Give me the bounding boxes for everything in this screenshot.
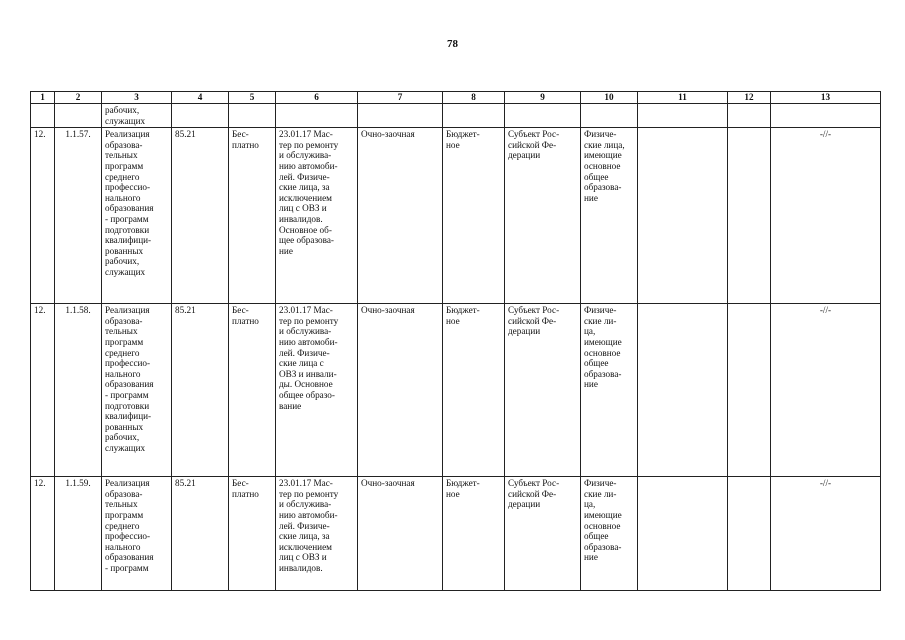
header-cell-3: 3 [102,92,172,104]
header-cell-13: 13 [771,92,881,104]
founder: Субъект Рос- сийской Фе- дерации [505,477,581,591]
service-code: 1.1.59. [55,477,102,591]
service-name: Реализация образова- тельных программ среднего профессио- нального образования - программ подготовки квалифици- рованных рабочих, служащих [102,128,172,304]
table-row [31,477,881,591]
service-code: 1.1.57. [55,128,102,304]
education-form: Очно-заочная [358,477,443,591]
header-cell-1: 1 [31,92,55,104]
col-11-cell [638,477,728,591]
header-cell-8: 8 [443,92,505,104]
okved-code: 85.21 [172,477,229,591]
service-name: Реализация образова- тельных программ среднего профессио- нального образования - программ [102,477,172,591]
service-content: 23.01.17 Мас- тер по ремонту и обслужива- нию автомоби- лей. Физиче- ские лица, за исключением лиц с ОВЗ и инвалидов. [276,477,358,591]
service-name: Реализация образова- тельных программ среднего профессио- нального образования - программ подготовки квалифици- рованных рабочих, служащих [102,304,172,477]
founder: Субъект Рос- сийской Фе- дерации [505,304,581,477]
institution-type: Бюджет- ное [443,304,505,477]
service-code: 1.1.58. [55,304,102,477]
col-13-cell: -//- [771,477,881,591]
service-content: 23.01.17 Мас- тер по ремонту и обслужива- нию автомоби- лей. Физиче- ские лица, за исключением лиц с ОВЗ и инвалидов. Основное об- щее образова- ние [276,128,358,304]
consumer-category: Физиче- ские ли- ца, имеющие основное общее образова- ние [581,304,638,477]
header-cell-12: 12 [728,92,771,104]
header-row [31,92,881,104]
header-cell-11: 11 [638,92,728,104]
payment-type: Бес- платно [229,128,276,304]
header-cell-6: 6 [276,92,358,104]
row-number: 12. [31,477,55,591]
header-cell-4: 4 [172,92,229,104]
header-cell-10: 10 [581,92,638,104]
education-form: Очно-заочная [358,128,443,304]
continuation-service-text: рабочих, служащих [102,104,172,128]
header-cell-9: 9 [505,92,581,104]
col-12-cell [728,477,771,591]
page-number: 78 [447,38,458,50]
row-number: 12. [31,304,55,477]
header-cell-5: 5 [229,92,276,104]
table-row [31,128,881,304]
founder: Субъект Рос- сийской Фе- дерации [505,128,581,304]
institution-type: Бюджет- ное [443,477,505,591]
consumer-category: Физиче- ские ли- ца, имеющие основное общее образова- ние [581,477,638,591]
education-form: Очно-заочная [358,304,443,477]
col-11-cell [638,304,728,477]
table-row [31,304,881,477]
col-12-cell [728,304,771,477]
header-cell-7: 7 [358,92,443,104]
okved-code: 85.21 [172,128,229,304]
header-cell-2: 2 [55,92,102,104]
col-11-cell [638,128,728,304]
okved-code: 85.21 [172,304,229,477]
col-12-cell [728,128,771,304]
continuation-row [31,104,881,128]
consumer-category: Физиче- ские лица, имеющие основное общее образова- ние [581,128,638,304]
col-13-cell: -//- [771,304,881,477]
service-content: 23.01.17 Мас- тер по ремонту и обслужива- нию автомоби- лей. Физиче- ские лица с ОВЗ и инвали- ды. Основное общее образо- вание [276,304,358,477]
institution-type: Бюджет- ное [443,128,505,304]
payment-type: Бес- платно [229,304,276,477]
row-number: 12. [31,128,55,304]
col-13-cell: -//- [771,128,881,304]
registry-table [30,91,881,591]
payment-type: Бес- платно [229,477,276,591]
